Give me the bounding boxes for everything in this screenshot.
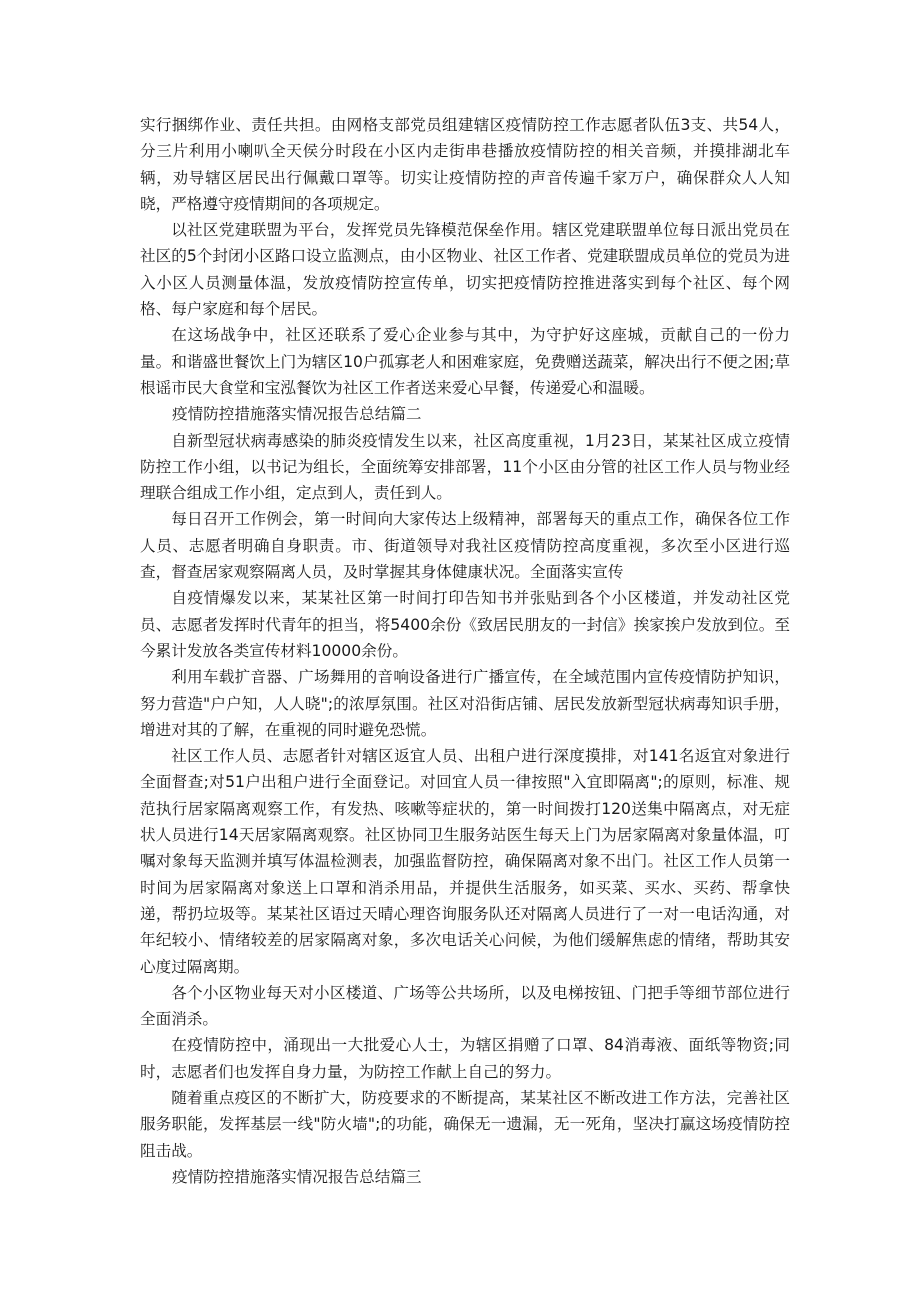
paragraph: 在疫情防控中，涌现出一大批爱心人士，为辖区捐赠了口罩、84消毒液、面纸等物资;同时，志愿者们也发挥自身力量，为防控工作献上自己的努力。: [140, 1036, 790, 1081]
paragraph: 自新型冠状病毒感染的肺炎疫情发生以来，社区高度重视，1月23日，某某社区成立疫情防控工作小组，以书记为组长，全面统筹安排部署，11个小区由分管的社区工作人员与物业经理联合组成工作小组，定点到人，责任到人。: [140, 431, 790, 503]
document-body: [140, 112, 790, 1190]
paragraph: 各个小区物业每天对小区楼道、广场等公共场所，以及电梯按钮、门把手等细节部位进行全面消杀。: [140, 983, 790, 1029]
paragraph: 以社区党建联盟为平台，发挥党员先锋模范保垒作用。辖区党建联盟单位每日派出党员在社区的5个封闭小区路口设立监测点，由小区物业、社区工作者、党建联盟成员单位的党员为进入小区人员测量体温，发放疫情防控宣传单，切实把疫情防控推进落实到每个社区、每个网格、每户家庭和每个居民。: [140, 221, 790, 319]
paragraph: 每日召开工作例会，第一时间向大家传达上级精神，部署每天的重点工作，确保各位工作人员、志愿者明确自身职责。市、街道领导对我社区疫情防控高度重视，多次至小区进行巡查，督查居家观察隔离人员，及时掌握其身体健康状况。全面落实宣传: [140, 510, 790, 582]
paragraph: 社区工作人员、志愿者针对辖区返宜人员、出租户进行深度摸排，对141名返宜对象进行全面督查;对51户出租户进行全面登记。对回宜人员一律按照"入宜即隔离";的原则，标准、规范执行居家隔离观察工作，有发热、咳嗽等症状的，第一时间拨打120送集中隔离点，对无症状人员进行14天居家隔离观察。社区协同卫生服务站医生每天上门为居家隔离对象量体温，叮嘱对象每天监测并填写体温检测表，加强监督防控，确保隔离对象不出门。社区工作人员第一时间为居家隔离对象送上口罩和消杀用品，并提供生活服务，如买菜、买水、买药、帮拿快递，帮扔垃圾等。某某社区语过天晴心理咨询服务队还对隔离人员进行了一对一电话沟通，对年纪较小、情绪较差的居家隔离对象，多次电话关心问候，为他们缓解焦虑的情绪，帮助其安心度过隔离期。: [140, 747, 790, 976]
section-heading: 疫情防控措施落实情况报告总结篇三: [172, 1167, 422, 1186]
paragraph: 自疫情爆发以来，某某社区第一时间打印告知书并张贴到各个小区楼道，并发动社区党员、志愿者发挥时代青年的担当，将5400余份《致居民朋友的一封信》挨家挨户发放到位。至今累计发放各类宣传材料10000余份。: [140, 589, 790, 660]
paragraph: 实行捆绑作业、责任共担。由网格支部党员组建辖区疫情防控工作志愿者队伍3支、共54人，分三片利用小喇叭全天侯分时段在小区内走街串巷播放疫情防控的相关音频，并摸排湖北车辆，劝导辖区居民出行佩戴口罩等。切实让疫情防控的声音传遍千家万户，确保群众人人知晓，严格遵守疫情期间的各项规定。: [140, 116, 790, 213]
paragraph: 随着重点疫区的不断扩大，防疫要求的不断提高，某某社区不断改进工作方法，完善社区服务职能，发挥基层一线"防火墙";的功能，确保无一遗漏，无一死角，坚决打赢这场疫情防控阻击战。: [140, 1088, 790, 1160]
paragraph: 利用车载扩音器、广场舞用的音响设备进行广播宣传，在全域范围内宣传疫情防护知识，努力营造"户户知，人人晓";的浓厚氛围。社区对沿街店铺、居民发放新型冠状病毒知识手册，增进对其的了解，在重视的同时避免恐慌。: [140, 668, 790, 739]
paragraph: 在这场战争中，社区还联系了爱心企业参与其中，为守护好这座城，贡献自己的一份力量。和谐盛世餐饮上门为辖区10户孤寡老人和困难家庭，免费赠送蔬菜，解决出行不便之困;草根谣市民大食堂和宝泓餐饮为社区工作者送来爱心早餐，传递爱心和温暖。: [140, 326, 790, 397]
section-heading: 疫情防控措施落实情况报告总结篇二: [172, 405, 422, 424]
